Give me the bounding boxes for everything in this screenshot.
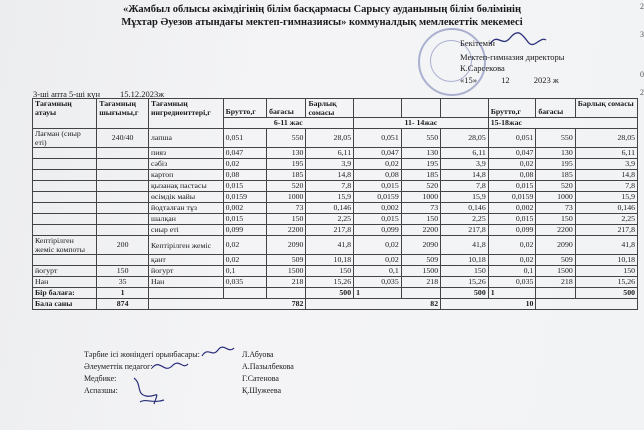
row-price: 1500 bbox=[401, 266, 440, 277]
row-total: 6,11 bbox=[306, 148, 354, 159]
row-total: 217,8 bbox=[306, 225, 354, 236]
row-dish bbox=[33, 170, 97, 181]
row-price: 2200 bbox=[401, 225, 440, 236]
row-gross: 0,002 bbox=[488, 203, 536, 214]
row-gross: 0,02 bbox=[223, 159, 267, 170]
row-price: 509 bbox=[267, 255, 306, 266]
per-child-value: 500 bbox=[575, 288, 637, 299]
row-total: 15,26 bbox=[306, 277, 354, 288]
row-price: 185 bbox=[401, 170, 440, 181]
children-total: 874 bbox=[97, 299, 149, 310]
row-total: 217,8 bbox=[441, 225, 489, 236]
row-ingredient: лапша bbox=[149, 129, 224, 148]
col-gross-2 bbox=[354, 99, 402, 118]
col-gross-3: Брутто,г bbox=[488, 99, 536, 118]
table-row bbox=[33, 159, 638, 170]
row-total: 15,26 bbox=[575, 277, 637, 288]
row-dish: йогурт bbox=[33, 266, 97, 277]
table-row bbox=[33, 236, 638, 255]
row-price: 218 bbox=[401, 277, 440, 288]
table-row bbox=[33, 170, 638, 181]
row-gross: 0,02 bbox=[354, 159, 402, 170]
row-total: 2,25 bbox=[575, 214, 637, 225]
margin-mark: 2 bbox=[640, 2, 644, 11]
signature-1 bbox=[200, 344, 236, 360]
row-price: 520 bbox=[267, 181, 306, 192]
row-ingredient: сәбіз bbox=[149, 159, 224, 170]
row-price: 2090 bbox=[536, 236, 575, 255]
row-price: 130 bbox=[536, 148, 575, 159]
row-dish bbox=[33, 214, 97, 225]
row-ingredient: сиыр еті bbox=[149, 225, 224, 236]
table-row bbox=[33, 277, 638, 288]
row-output bbox=[97, 192, 149, 203]
footer-name-3: Г.Сатенова bbox=[242, 374, 279, 383]
row-total: 15,9 bbox=[441, 192, 489, 203]
col-total-2 bbox=[441, 99, 489, 118]
footer-name-2: А.Пазылбекова bbox=[242, 362, 294, 371]
table-row bbox=[33, 214, 638, 225]
footer-role-4: Аспазшы: bbox=[84, 386, 118, 395]
row-gross: 0,051 bbox=[354, 129, 402, 148]
row-total: 14,8 bbox=[575, 170, 637, 181]
row-output: 200 bbox=[97, 236, 149, 255]
row-gross: 0,015 bbox=[223, 181, 267, 192]
row-price: 218 bbox=[536, 277, 575, 288]
row-total: 3,9 bbox=[441, 159, 489, 170]
row-dish bbox=[33, 192, 97, 203]
row-price: 185 bbox=[267, 170, 306, 181]
row-price: 1000 bbox=[401, 192, 440, 203]
row-total: 3,9 bbox=[306, 159, 354, 170]
row-gross: 0,02 bbox=[488, 159, 536, 170]
row-total: 7,8 bbox=[441, 181, 489, 192]
row-gross: 0,099 bbox=[354, 225, 402, 236]
row-gross: 0,02 bbox=[488, 236, 536, 255]
row-gross: 0,015 bbox=[488, 214, 536, 225]
row-price: 520 bbox=[401, 181, 440, 192]
col-ingredients: Тағамның ингредиенттері,г bbox=[149, 99, 224, 129]
row-gross: 0,015 bbox=[354, 214, 402, 225]
per-child-label: Бір балаға: bbox=[33, 288, 97, 299]
table-row bbox=[33, 129, 638, 148]
row-gross: 0,035 bbox=[488, 277, 536, 288]
row-price: 2200 bbox=[536, 225, 575, 236]
col-price-1: бағасы bbox=[267, 99, 306, 118]
row-output: 150 bbox=[97, 266, 149, 277]
row-output bbox=[97, 214, 149, 225]
row-dish bbox=[33, 225, 97, 236]
row-price: 195 bbox=[267, 159, 306, 170]
row-dish bbox=[33, 159, 97, 170]
row-price: 550 bbox=[401, 129, 440, 148]
approval-name: К.Сарсекова bbox=[460, 63, 505, 73]
row-gross: 0,08 bbox=[223, 170, 267, 181]
table-row bbox=[33, 225, 638, 236]
col-gross-1: Брутто,г bbox=[223, 99, 267, 118]
menu-table bbox=[32, 98, 638, 310]
col-price-2 bbox=[401, 99, 440, 118]
row-ingredient: йодталған тұз bbox=[149, 203, 224, 214]
row-price: 150 bbox=[536, 214, 575, 225]
row-gross: 0,015 bbox=[223, 214, 267, 225]
row-total: 10,18 bbox=[306, 255, 354, 266]
row-gross: 0,0159 bbox=[223, 192, 267, 203]
row-ingredient: картоп bbox=[149, 170, 224, 181]
row-price: 550 bbox=[267, 129, 306, 148]
col-output: Тағамның шығымы,г bbox=[97, 99, 149, 129]
age-group-3: 15-18жас bbox=[488, 118, 637, 129]
row-price: 1500 bbox=[536, 266, 575, 277]
signature-3 bbox=[130, 374, 170, 408]
table-row bbox=[33, 192, 638, 203]
week-day: 3-ші апта 5-ші күн bbox=[33, 89, 101, 99]
row-gross: 0,08 bbox=[354, 170, 402, 181]
row-output bbox=[97, 225, 149, 236]
row-ingredient: өсімдік майы bbox=[149, 192, 224, 203]
table-row bbox=[33, 266, 638, 277]
row-price: 195 bbox=[536, 159, 575, 170]
margin-mark: 0 bbox=[640, 70, 644, 79]
row-total: 3,9 bbox=[575, 159, 637, 170]
row-gross: 0,0159 bbox=[488, 192, 536, 203]
row-dish: Нан bbox=[33, 277, 97, 288]
row-price: 1500 bbox=[267, 266, 306, 277]
table-row bbox=[33, 255, 638, 266]
row-price: 509 bbox=[536, 255, 575, 266]
row-gross: 0,0159 bbox=[354, 192, 402, 203]
per-child-value: 1 bbox=[97, 288, 149, 299]
row-total: 0,146 bbox=[575, 203, 637, 214]
row-price: 185 bbox=[536, 170, 575, 181]
row-total: 41,8 bbox=[441, 236, 489, 255]
table-header-row bbox=[33, 99, 638, 118]
row-gross: 0,02 bbox=[354, 236, 402, 255]
row-output bbox=[97, 170, 149, 181]
approval-date: «15» 12 2023 ж bbox=[460, 75, 559, 85]
row-dish bbox=[33, 181, 97, 192]
row-total: 6,11 bbox=[441, 148, 489, 159]
row-ingredient: Нан bbox=[149, 277, 224, 288]
row-price: 2090 bbox=[401, 236, 440, 255]
table-row bbox=[33, 181, 638, 192]
per-child-value: 500 bbox=[306, 288, 354, 299]
children-age2: 82 bbox=[306, 299, 441, 310]
row-output bbox=[97, 159, 149, 170]
per-child-value: 500 bbox=[441, 288, 489, 299]
row-output: 35 bbox=[97, 277, 149, 288]
row-ingredient: шалқан bbox=[149, 214, 224, 225]
row-total: 217,8 bbox=[575, 225, 637, 236]
row-total: 7,8 bbox=[306, 181, 354, 192]
children-age3: 10 bbox=[441, 299, 536, 310]
row-dish bbox=[33, 255, 97, 266]
row-gross: 0,047 bbox=[354, 148, 402, 159]
row-gross: 0,002 bbox=[223, 203, 267, 214]
approval-position: Мектеп-гимназия директоры bbox=[460, 52, 565, 62]
row-total: 7,8 bbox=[575, 181, 637, 192]
row-output: 240/40 bbox=[97, 129, 149, 148]
row-gross: 0,099 bbox=[223, 225, 267, 236]
row-total: 28,05 bbox=[575, 129, 637, 148]
col-total-3: Барлық сомасы bbox=[575, 99, 637, 118]
row-gross: 0,002 bbox=[354, 203, 402, 214]
row-total: 2,25 bbox=[306, 214, 354, 225]
col-total-1: Барлық сомасы bbox=[306, 99, 354, 118]
margin-mark: 3 bbox=[640, 30, 644, 39]
row-total: 41,8 bbox=[575, 236, 637, 255]
row-price: 130 bbox=[401, 148, 440, 159]
row-total: 14,8 bbox=[441, 170, 489, 181]
row-gross: 0,035 bbox=[354, 277, 402, 288]
row-total: 0,146 bbox=[441, 203, 489, 214]
director-signature bbox=[488, 30, 548, 50]
row-total: 0,146 bbox=[306, 203, 354, 214]
row-gross: 0,02 bbox=[223, 255, 267, 266]
row-gross: 0,047 bbox=[488, 148, 536, 159]
row-price: 2090 bbox=[267, 236, 306, 255]
margin-mark: 2 bbox=[640, 88, 644, 97]
row-gross: 0,1 bbox=[488, 266, 536, 277]
row-gross: 0,015 bbox=[354, 181, 402, 192]
row-output bbox=[97, 255, 149, 266]
row-gross: 0,02 bbox=[354, 255, 402, 266]
row-ingredient: пияз bbox=[149, 148, 224, 159]
row-gross: 0,051 bbox=[488, 129, 536, 148]
row-total: 41,8 bbox=[306, 236, 354, 255]
row-price: 150 bbox=[267, 214, 306, 225]
row-total: 6,11 bbox=[575, 148, 637, 159]
row-price: 520 bbox=[536, 181, 575, 192]
row-gross: 0,015 bbox=[488, 181, 536, 192]
row-dish bbox=[33, 203, 97, 214]
row-total: 150 bbox=[306, 266, 354, 277]
row-total: 10,18 bbox=[441, 255, 489, 266]
col-price-3: бағасы bbox=[536, 99, 575, 118]
table-row bbox=[33, 148, 638, 159]
row-price: 150 bbox=[401, 214, 440, 225]
row-total: 15,26 bbox=[441, 277, 489, 288]
header-line-1: «Жамбыл облысы әкімдігінің білім басқармасы Сарысу ауданының білім бөлімінің bbox=[122, 4, 522, 15]
per-child-row bbox=[33, 288, 638, 299]
row-price: 218 bbox=[267, 277, 306, 288]
row-dish bbox=[33, 148, 97, 159]
children-label: Бала саны bbox=[33, 299, 97, 310]
row-gross: 0,08 bbox=[488, 170, 536, 181]
footer-name-4: Қ.Шужеева bbox=[242, 386, 282, 395]
row-gross: 0,099 bbox=[488, 225, 536, 236]
table-row bbox=[33, 203, 638, 214]
row-price: 1000 bbox=[536, 192, 575, 203]
row-ingredient: Кептірілген жеміс bbox=[149, 236, 224, 255]
header-line-2: Мұхтар Әуезов атындағы мектеп-гимназиясы» коммуналдық мемлекеттік мекемесі bbox=[121, 17, 523, 28]
row-output bbox=[97, 181, 149, 192]
footer-name-1: Л.Абуова bbox=[242, 350, 274, 359]
row-price: 2200 bbox=[267, 225, 306, 236]
row-gross: 0,035 bbox=[223, 277, 267, 288]
row-ingredient: қант bbox=[149, 255, 224, 266]
row-gross: 0,02 bbox=[488, 255, 536, 266]
row-price: 130 bbox=[267, 148, 306, 159]
approval-title: Бекітемін bbox=[460, 38, 495, 48]
row-total: 15,9 bbox=[306, 192, 354, 203]
row-total: 28,05 bbox=[306, 129, 354, 148]
row-total: 2,25 bbox=[441, 214, 489, 225]
children-age1: 782 bbox=[149, 299, 306, 310]
row-dish: Кептірілген жеміс компоты bbox=[33, 236, 97, 255]
footer-role-1: Тәрбие ісі жөніндегі орынбасары: bbox=[84, 350, 200, 359]
row-price: 195 bbox=[401, 159, 440, 170]
row-total: 28,05 bbox=[441, 129, 489, 148]
row-total: 150 bbox=[575, 266, 637, 277]
per-child-value: 1 bbox=[488, 288, 536, 299]
row-dish: Лағман (сиыр еті) bbox=[33, 129, 97, 148]
row-gross: 0,051 bbox=[223, 129, 267, 148]
row-total: 150 bbox=[441, 266, 489, 277]
row-gross: 0,1 bbox=[354, 266, 402, 277]
row-price: 550 bbox=[536, 129, 575, 148]
row-price: 73 bbox=[401, 203, 440, 214]
row-total: 14,8 bbox=[306, 170, 354, 181]
row-output bbox=[97, 148, 149, 159]
per-child-value: 1 bbox=[354, 288, 402, 299]
row-price: 73 bbox=[536, 203, 575, 214]
row-price: 509 bbox=[401, 255, 440, 266]
row-ingredient: йогурт bbox=[149, 266, 224, 277]
age-group-2: 11- 14жас bbox=[354, 118, 489, 129]
row-price: 1000 bbox=[267, 192, 306, 203]
row-ingredient: қызанақ пастасы bbox=[149, 181, 224, 192]
footer-role-2: Әлеуметтік педагог: bbox=[84, 362, 153, 371]
row-gross: 0,047 bbox=[223, 148, 267, 159]
col-dish: Тағамның атауы bbox=[33, 99, 97, 129]
row-output bbox=[97, 203, 149, 214]
children-count-row bbox=[33, 299, 638, 310]
row-total: 15,9 bbox=[575, 192, 637, 203]
row-gross: 0,02 bbox=[223, 236, 267, 255]
footer-role-3: Медбике: bbox=[84, 374, 117, 383]
row-price: 73 bbox=[267, 203, 306, 214]
row-total: 10,18 bbox=[575, 255, 637, 266]
row-gross: 0,1 bbox=[223, 266, 267, 277]
age-group-1: 6-11 жас bbox=[223, 118, 354, 129]
menu-date: 15.12.2023ж bbox=[120, 89, 165, 99]
